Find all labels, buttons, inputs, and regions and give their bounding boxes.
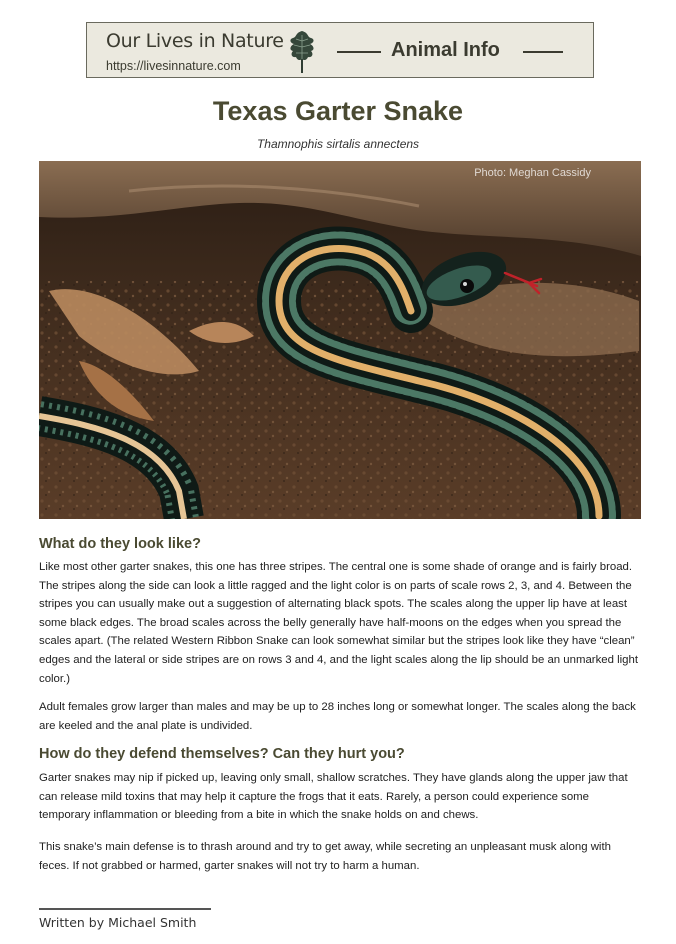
paragraph-defense-1: Garter snakes may nip if picked up, leaving only small, shallow scratches. They have glands along the upper jaw that can release mild toxins that may help it capture the frogs that it eats. Rarely, a person could experience some temporary inflammation or bleeding from a bite in which the snake holds on and chews. (39, 772, 628, 822)
paragraph-appearance-2: Adult females grow larger than males and may be up to 28 inches long or somewhat longer. The scales along the back are keeled and the anal plate is undivided. (39, 701, 636, 732)
photo-credit: Photo: Meghan Cassidy (474, 167, 591, 179)
scientific-name: Thamnophis sirtalis annectens (256, 137, 420, 151)
footer-rule (39, 908, 211, 910)
section-heading-appearance: What do they look like? (39, 536, 201, 552)
snake-photo (39, 161, 641, 519)
banner-rule-right (523, 51, 563, 53)
snake-illustration (39, 161, 641, 519)
section-title: Animal Info (391, 39, 500, 61)
byline: Written by Michael Smith (39, 915, 197, 930)
section-heading-defense: How do they defend themselves? Can they hurt you? (39, 746, 405, 762)
banner-rule-left (337, 51, 381, 53)
paragraph-defense-2: This snake’s main defense is to thrash around and try to get away, while secreting an unpleasant musk along with feces. If not grabbed or harmed, garter snakes will not try to harm a human. (39, 841, 611, 872)
site-name: Our Lives in Nature (106, 30, 284, 52)
site-url[interactable]: https://livesinnature.com (106, 59, 241, 73)
site-banner (86, 22, 594, 78)
page-title: Texas Garter Snake (212, 96, 464, 126)
paragraph-appearance-1: Like most other garter snakes, this one has three stripes. The central one is some shade of orange and is fairly broad. The stripes along the side can look a little ragged and the light color is on parts of scale rows 2, 3, and 4. Between the stripes you can usually make out a suggestion of alternating black spots. The scales along the upper lip have at least some black edges. The broad scales across the belly generally have half-moons on the edges when you spread the scales apart. (The related Western Ribbon Snake can look somewhat similar but the stripes look like they have “clean” edges and the lateral or side stripes are on rows 3 and 4, and the light scales along the lip should be an unmarked light color.) (39, 561, 639, 685)
oak-leaf-icon (285, 27, 319, 75)
